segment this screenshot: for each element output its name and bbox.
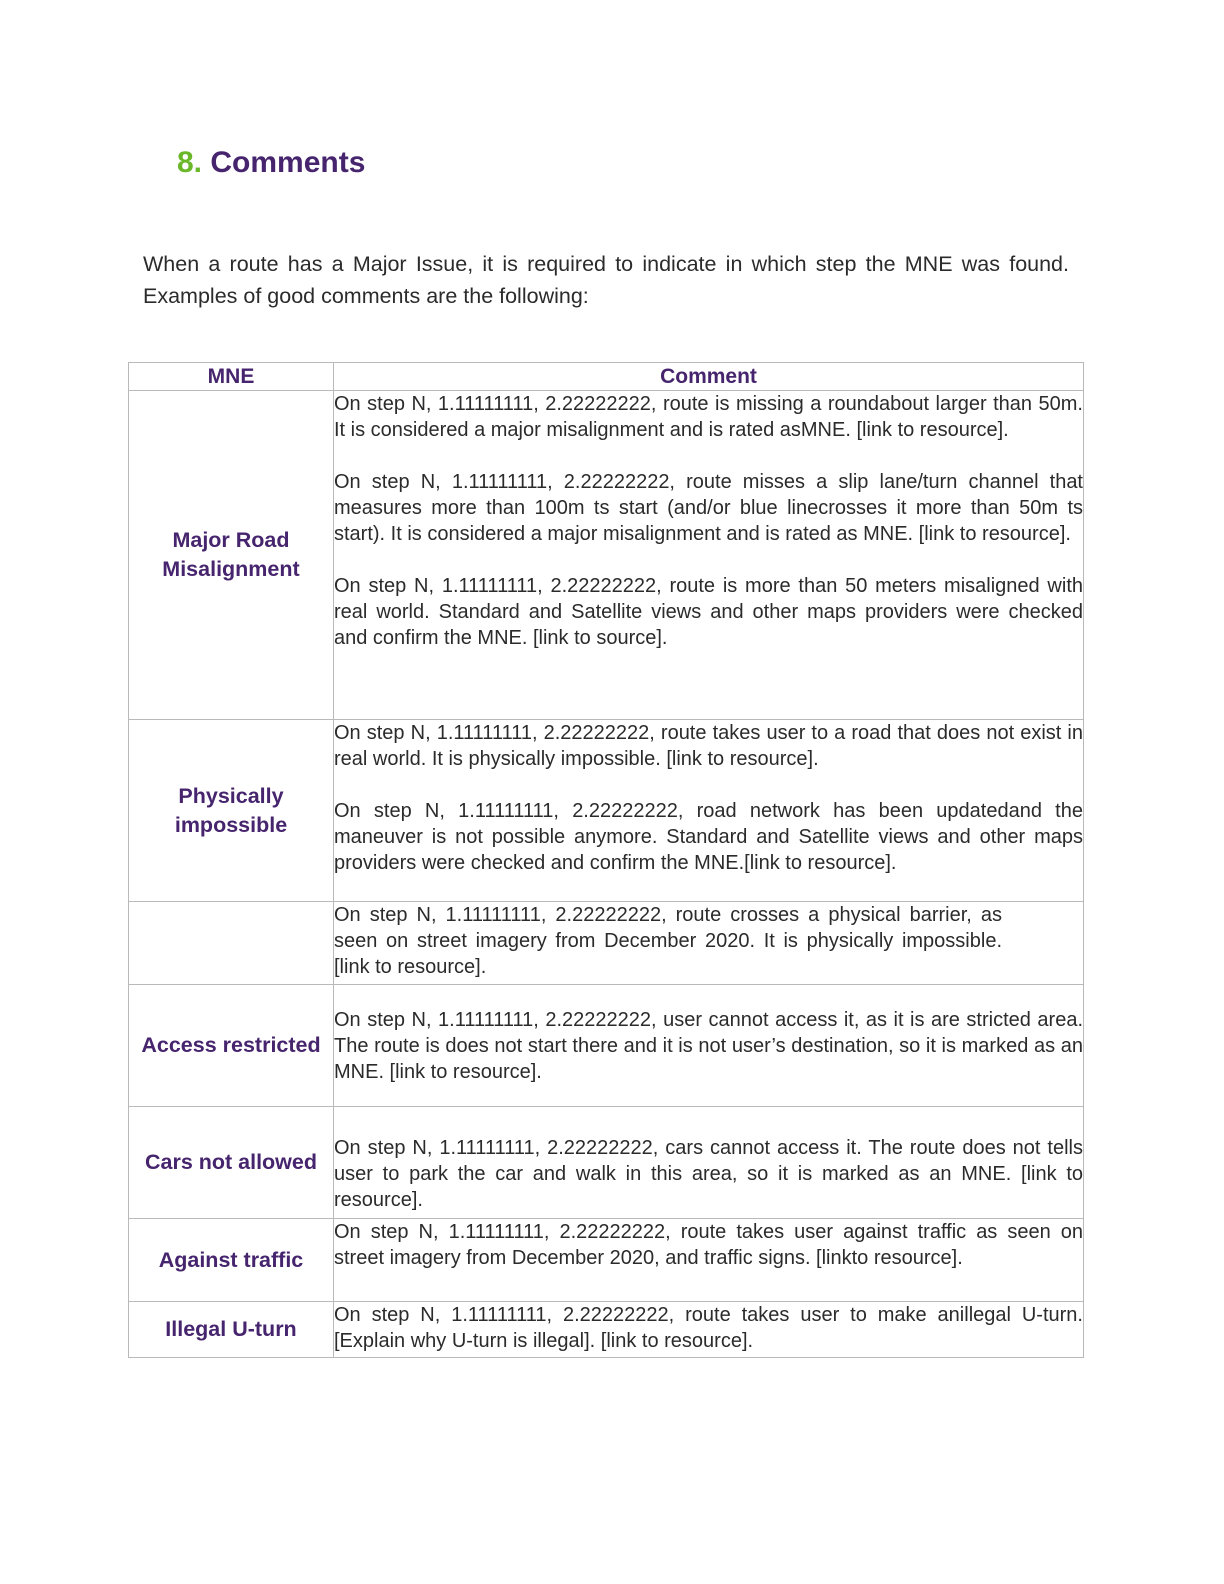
mne-category: Major Road Misalignment	[129, 391, 334, 720]
section-heading	[177, 144, 365, 182]
mne-category: Access restricted	[129, 985, 334, 1107]
comment-text: On step N, 1.11111111, 2.22222222, route takes user against traffic as seen on street imagery from December 2020, and traffic signs. [linkto resource].	[334, 1221, 1083, 1269]
comment-cell	[334, 1219, 1084, 1302]
mne-category: Against traffic	[129, 1219, 334, 1302]
mne-category: Illegal U-turn	[129, 1302, 334, 1358]
comment-text: On step N, 1.11111111, 2.22222222, road network has been updatedand the maneuver is not possible anymore. Standard and Satellite views and other maps providers were checked and confirm the MNE.[link to resource].	[334, 800, 1083, 874]
comment-text: On step N, 1.11111111, 2.22222222, route crosses a physical barrier, as seen on street imagery from December 2020. It is physically impossible. [link to resource].	[334, 904, 1002, 978]
mne-category	[129, 902, 334, 985]
comment-text: On step N, 1.11111111, 2.22222222, route misses a slip lane/turn channel that measures more than 100m ts start (and/or blue linecrosses it more than 50m ts start). It is considered a major misalignment and is rated as MNE. [link to resource].	[334, 471, 1083, 545]
comment-text: On step N, 1.11111111, 2.22222222, route is more than 50 meters misaligned with real world. Standard and Satellite views and other maps providers were checked and confirm the MNE. [link to source].	[334, 575, 1083, 649]
section-title: Comments	[210, 146, 366, 179]
table-header-row	[129, 363, 1084, 391]
table-row	[129, 985, 1084, 1107]
comment-cell	[334, 720, 1084, 902]
comment-cell	[334, 902, 1084, 985]
comment-cell	[334, 391, 1084, 720]
comment-text: On step N, 1.11111111, 2.22222222, route takes user to make anillegal U-turn. [Explain why U-turn is illegal]. [link to resource].	[334, 1304, 1083, 1352]
comment-text: On step N, 1.11111111, 2.22222222, cars cannot access it. The route does not tells user to park the car and walk in this area, so it is marked as an MNE. [link to resource].	[334, 1137, 1083, 1211]
comment-text: On step N, 1.11111111, 2.22222222, route is missing a roundabout larger than 50m. It is considered a major misalignment and is rated asMNE. [link to resource].	[334, 393, 1083, 441]
comment-cell	[334, 985, 1084, 1107]
mne-comments-table	[128, 362, 1084, 1358]
table-row	[129, 902, 1084, 985]
mne-category: Physically impossible	[129, 720, 334, 902]
comment-text: On step N, 1.11111111, 2.22222222, route takes user to a road that does not exist in real world. It is physically impossible. [link to resource].	[334, 722, 1083, 770]
section-number: 8.	[177, 146, 203, 179]
comment-column-header: Comment	[334, 363, 1084, 391]
comment-text: On step N, 1.11111111, 2.22222222, user cannot access it, as it is are stricted area. The route is does not start there and it is not user’s destination, so it is marked as an MNE. [link to resource].	[334, 1008, 1083, 1083]
mne-column-header: MNE	[129, 363, 334, 391]
table-row	[129, 391, 1084, 720]
table-row	[129, 1219, 1084, 1302]
mne-category: Cars not allowed	[129, 1107, 334, 1219]
table-row	[129, 1107, 1084, 1219]
comment-cell	[334, 1107, 1084, 1219]
table-row	[129, 720, 1084, 902]
intro-paragraph: When a route has a Major Issue, it is required to indicate in which step the MNE was found. Examples of good comments are the following:	[143, 252, 1069, 308]
comment-cell	[334, 1302, 1084, 1358]
table-row	[129, 1302, 1084, 1358]
